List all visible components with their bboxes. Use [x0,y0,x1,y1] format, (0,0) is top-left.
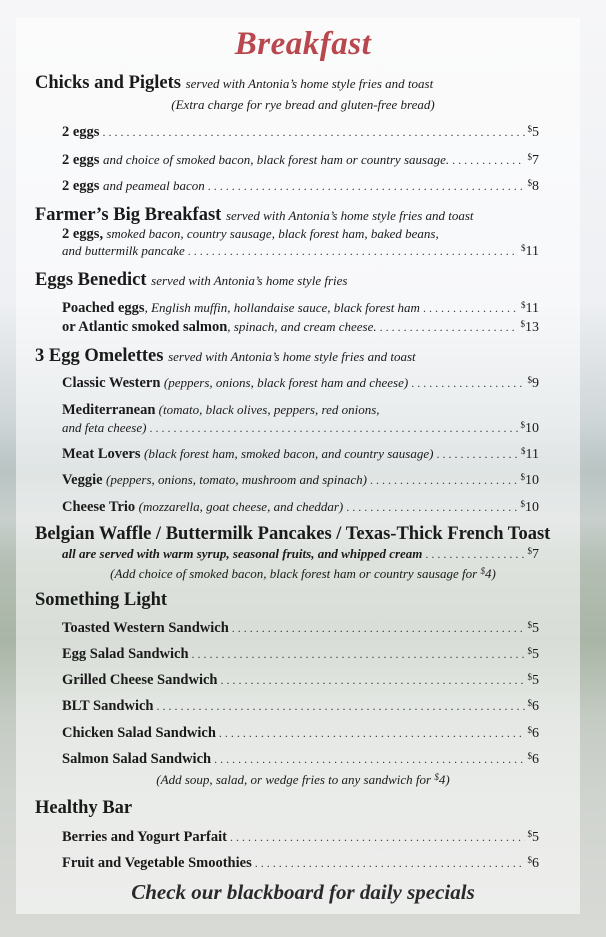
leader-dots [232,621,525,636]
leader-dots [157,699,525,714]
item-desc: and choice of smoked bacon, black forest ham or country sausage. [102,152,450,167]
waffle-addon-note: (Add choice of smoked bacon, black forest ham or country sausage for $4) [110,566,496,581]
menu-item [62,178,539,195]
leader-dots [102,125,524,140]
item-desc-line [62,402,380,419]
menu-item [62,446,539,463]
item-price: $10 [520,499,539,515]
item-price: $6 [527,855,539,871]
item-name: BLT Sandwich [62,698,154,714]
item-name: Chicken Salad Sandwich [62,725,216,741]
section-title: 3 Egg Omelettes [35,346,164,366]
item-desc: and feta cheese) [62,420,147,435]
section-eggs-benedict [35,270,347,291]
item-price: $7 [527,546,539,562]
item-price: $5 [527,124,539,140]
leader-dots [411,376,524,391]
item-price: $8 [527,178,539,194]
item-name: Egg Salad Sandwich [62,646,189,662]
section-note: served with Antonia’s home style fries and toast [168,349,416,364]
item-name: Grilled Cheese Sandwich [62,672,218,688]
menu-item [62,375,539,392]
leader-dots [219,726,525,741]
leader-dots [380,320,518,335]
menu-item [62,152,539,169]
item-price: $7 [527,152,539,168]
leader-dots [208,179,525,194]
section-waffle-pancakes-french-toast: Belgian Waffle / Buttermilk Pancakes / Texas-Thick French Toast [35,524,551,544]
sandwich-addon-note: (Add soup, salad, or wedge fries to any sandwich for $4) [156,772,450,787]
section-3-egg-omelettes [35,346,416,367]
item-price: $13 [520,319,539,335]
item-name: 2 eggs [62,124,100,140]
menu-item [62,672,539,689]
item-name: Meat Lovers [62,446,141,462]
menu-item [62,124,539,141]
item-name: Veggie [62,472,103,488]
menu-item [62,243,539,260]
item-name: Poached eggs [62,300,145,316]
leader-dots [452,153,524,168]
item-name: Fruit and Vegetable Smoothies [62,855,252,871]
item-price: $6 [527,751,539,767]
item-name: Classic Western [62,375,161,391]
leader-dots [423,301,518,316]
item-price: $5 [527,620,539,636]
item-desc-line [62,226,439,243]
menu-item [62,829,539,846]
item-name: or Atlantic smoked salmon [62,319,228,335]
menu-item [62,472,539,489]
item-name: 2 eggs [62,152,100,168]
leader-dots [255,856,525,871]
menu-item [62,300,539,317]
menu-item [62,420,539,437]
section-chicks-and-piglets [35,73,433,94]
item-desc: , English muffin, hollandaise sauce, black forest ham [144,300,420,315]
menu-item [62,751,539,768]
item-price: $5 [527,646,539,662]
menu-item [62,698,539,715]
section-note: served with Antonia’s home style fries and toast [185,76,434,91]
menu-item [62,499,539,516]
item-name: 2 eggs, [62,226,104,242]
item-desc: all are served with warm syrup, seasonal fruits, and whipped cream [62,546,423,561]
item-name: Berries and Yogurt Parfait [62,829,227,845]
section-title: Chicks and Piglets [35,73,181,93]
item-price: $6 [527,725,539,741]
item-name: Mediterranean [62,402,156,418]
leader-dots [192,647,525,662]
item-price: $5 [527,672,539,688]
menu-item [62,725,539,742]
item-desc: and buttermilk pancake [62,243,185,258]
item-price: $10 [520,420,539,436]
leader-dots [425,547,524,562]
item-price: $10 [520,472,539,488]
leader-dots [436,447,518,462]
item-price: $11 [521,446,539,462]
item-desc: (peppers, onions, black forest ham and cheese) [163,375,409,390]
leader-dots [188,244,518,259]
leader-dots [214,752,524,767]
daily-specials-footer: Check our blackboard for daily specials [131,880,475,904]
item-price: $9 [527,375,539,391]
item-desc: smoked bacon, country sausage, black forest ham, baked beans, [106,226,439,241]
menu-item [62,319,539,336]
menu-title: Breakfast [234,26,372,62]
item-desc: , spinach, and cream cheese. [227,319,377,334]
section-subnote: (Extra charge for rye bread and gluten-free bread) [171,97,435,112]
section-note: served with Antonia’s home style fries [151,273,348,288]
section-something-light: Something Light [35,590,168,610]
item-price: $11 [521,300,539,316]
item-desc: (peppers, onions, tomato, mushroom and spinach) [106,472,367,487]
item-name: Salmon Salad Sandwich [62,751,212,767]
item-price: $6 [527,698,539,714]
item-price: $5 [527,829,539,845]
leader-dots [220,673,524,688]
section-note: served with Antonia’s home style fries and toast [225,208,474,223]
item-desc: (tomato, black olives, peppers, red onions, [158,402,380,417]
item-desc: (mozzarella, goat cheese, and cheddar) [138,499,344,514]
leader-dots [230,830,525,845]
menu-item [62,855,539,872]
item-name: Cheese Trio [62,499,136,515]
section-title: Farmer’s Big Breakfast [35,205,222,225]
item-price: $11 [521,243,539,259]
item-name: Toasted Western Sandwich [62,620,229,636]
leader-dots [149,421,517,436]
menu-item [62,620,539,637]
section-title: Eggs Benedict [35,270,147,290]
leader-dots [346,500,517,515]
item-desc: and peameal bacon [102,178,205,193]
section-farmers-big-breakfast [35,205,474,226]
menu-item [62,646,539,663]
section-healthy-bar: Healthy Bar [35,798,133,818]
item-desc: (black forest ham, smoked bacon, and country sausage) [144,446,434,461]
leader-dots [370,473,518,488]
menu-item [62,546,539,563]
item-name: 2 eggs [62,178,100,194]
